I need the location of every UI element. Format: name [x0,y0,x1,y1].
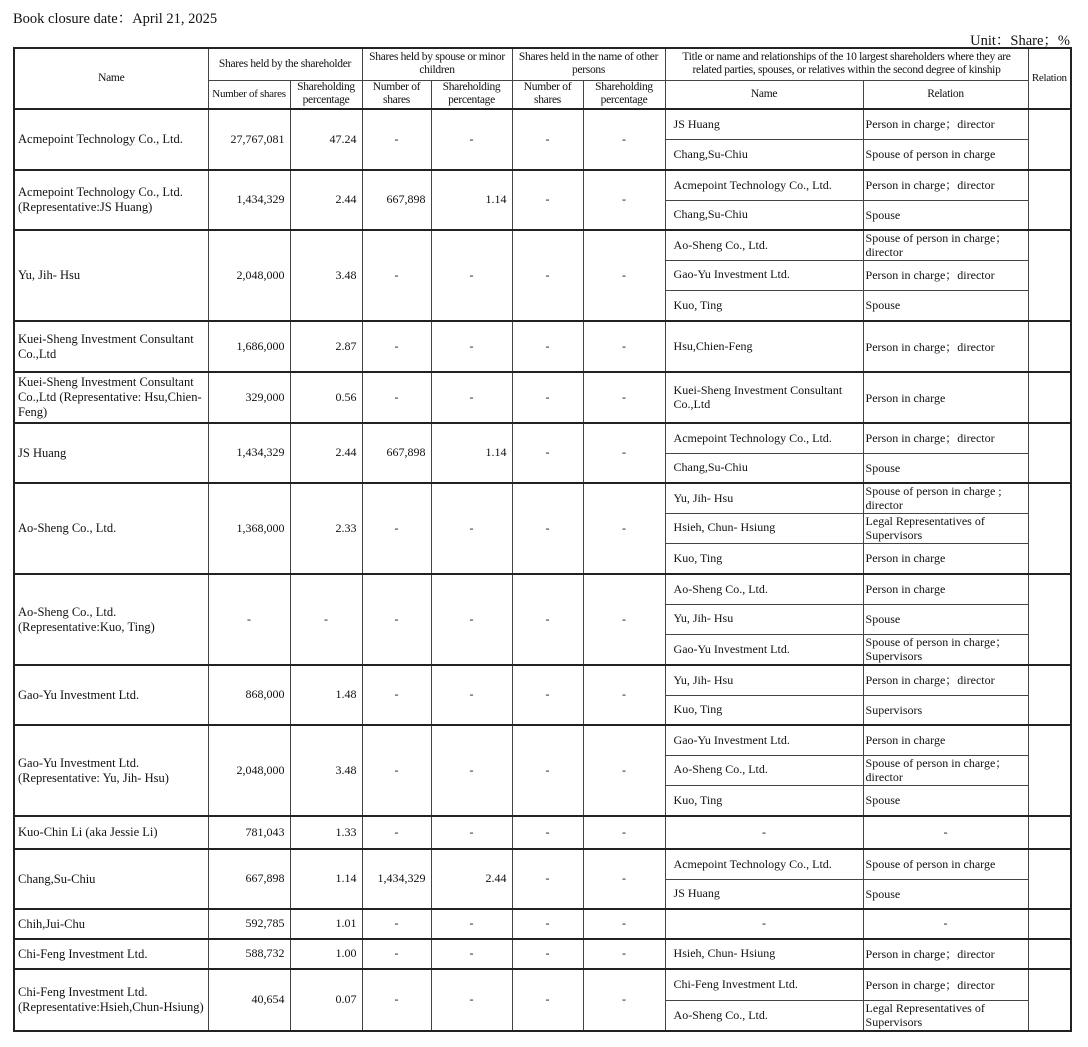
related-name: Ao-Sheng Co., Ltd. [665,574,863,604]
related-name: Yu, Jih- Hsu [665,483,863,513]
relation-extra-cell [1028,170,1071,230]
shareholding-pct: 2.44 [290,423,362,483]
related-relation: Spouse of person in charge [863,849,1028,879]
shares: 588,732 [208,939,290,969]
shares: 592,785 [208,909,290,939]
other-shares: - [512,483,583,574]
relation-extra-cell [1028,816,1071,849]
col-related-relation: Relation [863,80,1028,109]
shareholding-pct: 1.14 [290,849,362,909]
relation-extra-cell [1028,109,1071,170]
spouse-pct: - [431,321,512,372]
relation-extra-cell [1028,849,1071,909]
table-row [14,109,1071,139]
related-name: Yu, Jih- Hsu [665,665,863,695]
related-name: Chi-Feng Investment Ltd. [665,969,863,1000]
table-row [14,372,1071,423]
other-shares: - [512,849,583,909]
related-relation: Spouse of person in charge ; director [863,483,1028,513]
related-relation: Spouse [863,879,1028,909]
other-shares: - [512,939,583,969]
shares: 667,898 [208,849,290,909]
shareholder-name: Kuei-Sheng Investment Consultant Co.,Ltd [14,321,208,372]
spouse-shares: - [362,483,431,574]
shareholder-name: Kuei-Sheng Investment Consultant Co.,Ltd (Representative: Hsu,Chien-Feng) [14,372,208,423]
col-spouse-number-of-shares: Number of shares [362,80,431,109]
table-row [14,423,1071,453]
other-pct: - [583,665,665,725]
relation-extra-cell [1028,939,1071,969]
table-row [14,574,1071,604]
related-relation: Person in charge；director [863,260,1028,290]
table-row [14,321,1071,372]
related-relation: Person in charge；director [863,321,1028,372]
spouse-shares: - [362,969,431,1031]
shareholding-pct: - [290,574,362,665]
related-name: JS Huang [665,109,863,139]
related-name: JS Huang [665,879,863,909]
other-pct: - [583,574,665,665]
related-relation: Person in charge；director [863,170,1028,200]
col-shareholding-pct: Shareholding percentage [290,80,362,109]
other-shares: - [512,665,583,725]
col-held-other: Shares held in the name of other persons [512,48,665,80]
shares: 40,654 [208,969,290,1031]
spouse-pct: - [431,109,512,170]
shareholding-pct: 0.56 [290,372,362,423]
related-name: - [665,909,863,939]
related-relation: Spouse [863,290,1028,321]
shares: 2,048,000 [208,230,290,321]
spouse-pct: - [431,969,512,1031]
spouse-pct: - [431,816,512,849]
spouse-shares: - [362,109,431,170]
shares: 27,767,081 [208,109,290,170]
relation-extra-cell [1028,725,1071,816]
other-pct: - [583,849,665,909]
col-related-parties: Title or name and relationships of the 10 largest shareholders where they are related parties, spouses, or relatives within the second degree of kinship [665,48,1028,80]
relation-extra-cell [1028,909,1071,939]
col-name: Name [14,48,208,109]
other-shares: - [512,574,583,665]
shareholder-name: Chang,Su-Chiu [14,849,208,909]
related-relation: Person in charge；director [863,969,1028,1000]
relation-extra-cell [1028,321,1071,372]
related-relation: Spouse [863,785,1028,816]
col-other-number-of-shares: Number of shares [512,80,583,109]
related-relation: Spouse [863,200,1028,230]
shareholding-pct: 1.48 [290,665,362,725]
shareholder-name: Ao-Sheng Co., Ltd. [14,483,208,574]
other-pct: - [583,230,665,321]
other-shares: - [512,230,583,321]
shareholder-name: Ao-Sheng Co., Ltd. (Representative:Kuo, Ting) [14,574,208,665]
related-relation: Spouse of person in charge；director [863,755,1028,785]
spouse-shares: - [362,909,431,939]
related-relation: Person in charge [863,574,1028,604]
related-name: Hsieh, Chun- Hsiung [665,513,863,543]
shareholder-name: Acmepoint Technology Co., Ltd. (Representative:JS Huang) [14,170,208,230]
table-row [14,909,1071,939]
book-closure-date: Book closure date：April 21, 2025 [13,11,218,27]
spouse-shares: 667,898 [362,423,431,483]
related-name: Yu, Jih- Hsu [665,604,863,634]
table-row [14,725,1071,755]
shareholding-pct: 47.24 [290,109,362,170]
shareholding-pct: 3.48 [290,725,362,816]
related-name: Gao-Yu Investment Ltd. [665,634,863,665]
spouse-shares: - [362,939,431,969]
shareholding-pct: 1.33 [290,816,362,849]
shares: 1,686,000 [208,321,290,372]
table-row [14,939,1071,969]
related-relation: Legal Representatives of Supervisors [863,513,1028,543]
spouse-pct: - [431,665,512,725]
shareholding-pct: 0.07 [290,969,362,1031]
relation-extra-cell [1028,969,1071,1031]
related-name: Hsieh, Chun- Hsiung [665,939,863,969]
table-row [14,483,1071,513]
spouse-pct: 1.14 [431,423,512,483]
spouse-pct: 1.14 [431,170,512,230]
spouse-shares: - [362,321,431,372]
related-name: Ao-Sheng Co., Ltd. [665,755,863,785]
related-name: Ao-Sheng Co., Ltd. [665,230,863,260]
spouse-shares: 1,434,329 [362,849,431,909]
other-pct: - [583,372,665,423]
spouse-shares: - [362,816,431,849]
relation-extra-cell [1028,230,1071,321]
related-relation: Person in charge；director [863,109,1028,139]
related-name: Ao-Sheng Co., Ltd. [665,1000,863,1031]
related-name: Hsu,Chien-Feng [665,321,863,372]
related-relation: Person in charge [863,725,1028,755]
table-row [14,170,1071,200]
related-relation: Spouse of person in charge [863,139,1028,170]
spouse-pct: - [431,230,512,321]
table-row [14,230,1071,260]
shareholder-name: JS Huang [14,423,208,483]
shareholder-name: Acmepoint Technology Co., Ltd. [14,109,208,170]
table-body [14,109,1071,1031]
relation-extra-cell [1028,372,1071,423]
shares: - [208,574,290,665]
related-name: Acmepoint Technology Co., Ltd. [665,849,863,879]
relation-extra-cell [1028,574,1071,665]
spouse-pct: - [431,939,512,969]
spouse-shares: - [362,372,431,423]
shareholder-name: Yu, Jih- Hsu [14,230,208,321]
shareholder-name: Chih,Jui-Chu [14,909,208,939]
shareholder-name: Chi-Feng Investment Ltd. [14,939,208,969]
shares: 1,434,329 [208,423,290,483]
other-pct: - [583,725,665,816]
related-name: Acmepoint Technology Co., Ltd. [665,170,863,200]
related-name: Kuo, Ting [665,695,863,725]
related-relation: Person in charge；director [863,665,1028,695]
other-pct: - [583,939,665,969]
spouse-pct: - [431,483,512,574]
shareholder-name: Kuo-Chin Li (aka Jessie Li) [14,816,208,849]
related-name: Kuo, Ting [665,543,863,574]
related-name: Kuo, Ting [665,290,863,321]
shares: 781,043 [208,816,290,849]
col-related-name: Name [665,80,863,109]
other-shares: - [512,109,583,170]
table-row [14,665,1071,695]
other-shares: - [512,321,583,372]
related-name: - [665,816,863,849]
col-spouse-pct: Shareholding percentage [431,80,512,109]
other-shares: - [512,909,583,939]
shares: 1,368,000 [208,483,290,574]
col-number-of-shares: Number of shares [208,80,290,109]
related-relation: Person in charge [863,543,1028,574]
related-name: Gao-Yu Investment Ltd. [665,725,863,755]
other-pct: - [583,321,665,372]
shareholding-pct: 2.33 [290,483,362,574]
spouse-pct: - [431,574,512,665]
other-pct: - [583,109,665,170]
col-relation-extra: Relation [1028,48,1071,109]
related-relation: Spouse [863,453,1028,483]
col-other-pct: Shareholding percentage [583,80,665,109]
spouse-shares: - [362,230,431,321]
other-shares: - [512,969,583,1031]
spouse-shares: - [362,725,431,816]
relation-extra-cell [1028,423,1071,483]
col-held-by-shareholder: Shares held by the shareholder [208,48,362,80]
related-relation: - [863,816,1028,849]
related-relation: Supervisors [863,695,1028,725]
related-name: Acmepoint Technology Co., Ltd. [665,423,863,453]
related-name: Kuo, Ting [665,785,863,816]
related-relation: Person in charge；director [863,939,1028,969]
related-name: Chang,Su-Chiu [665,453,863,483]
related-relation: Spouse of person in charge；Supervisors [863,634,1028,665]
relation-extra-cell [1028,483,1071,574]
related-relation: Person in charge [863,372,1028,423]
related-name: Gao-Yu Investment Ltd. [665,260,863,290]
shares: 329,000 [208,372,290,423]
spouse-pct: - [431,725,512,816]
other-pct: - [583,909,665,939]
related-relation: Legal Representatives of Supervisors [863,1000,1028,1031]
other-shares: - [512,372,583,423]
spouse-pct: 2.44 [431,849,512,909]
table-row [14,849,1071,879]
shareholding-pct: 1.01 [290,909,362,939]
shareholder-name: Gao-Yu Investment Ltd. [14,665,208,725]
col-held-by-spouse: Shares held by spouse or minor children [362,48,512,80]
table-row [14,816,1071,849]
other-shares: - [512,423,583,483]
other-shares: - [512,170,583,230]
shareholding-pct: 3.48 [290,230,362,321]
related-relation: - [863,909,1028,939]
spouse-shares: - [362,574,431,665]
spouse-pct: - [431,372,512,423]
spouse-pct: - [431,909,512,939]
related-name: Chang,Su-Chiu [665,139,863,170]
related-name: Kuei-Sheng Investment Consultant Co.,Ltd [665,372,863,423]
other-pct: - [583,483,665,574]
shares: 2,048,000 [208,725,290,816]
relation-extra-cell [1028,665,1071,725]
related-relation: Person in charge；director [863,423,1028,453]
other-shares: - [512,725,583,816]
spouse-shares: - [362,665,431,725]
table-row [14,969,1071,1000]
shareholder-name: Chi-Feng Investment Ltd. (Representative:Hsieh,Chun-Hsiung) [14,969,208,1031]
shareholding-pct: 2.44 [290,170,362,230]
related-name: Chang,Su-Chiu [665,200,863,230]
other-pct: - [583,816,665,849]
shareholders-table [13,47,1072,1032]
other-pct: - [583,170,665,230]
related-relation: Spouse [863,604,1028,634]
unit-label: Unit：Share；% [970,33,1070,49]
shares: 868,000 [208,665,290,725]
other-shares: - [512,816,583,849]
related-relation: Spouse of person in charge；director [863,230,1028,260]
other-pct: - [583,969,665,1031]
shareholding-pct: 2.87 [290,321,362,372]
other-pct: - [583,423,665,483]
spouse-shares: 667,898 [362,170,431,230]
shares: 1,434,329 [208,170,290,230]
shareholder-name: Gao-Yu Investment Ltd. (Representative: Yu, Jih- Hsu) [14,725,208,816]
shareholding-pct: 1.00 [290,939,362,969]
